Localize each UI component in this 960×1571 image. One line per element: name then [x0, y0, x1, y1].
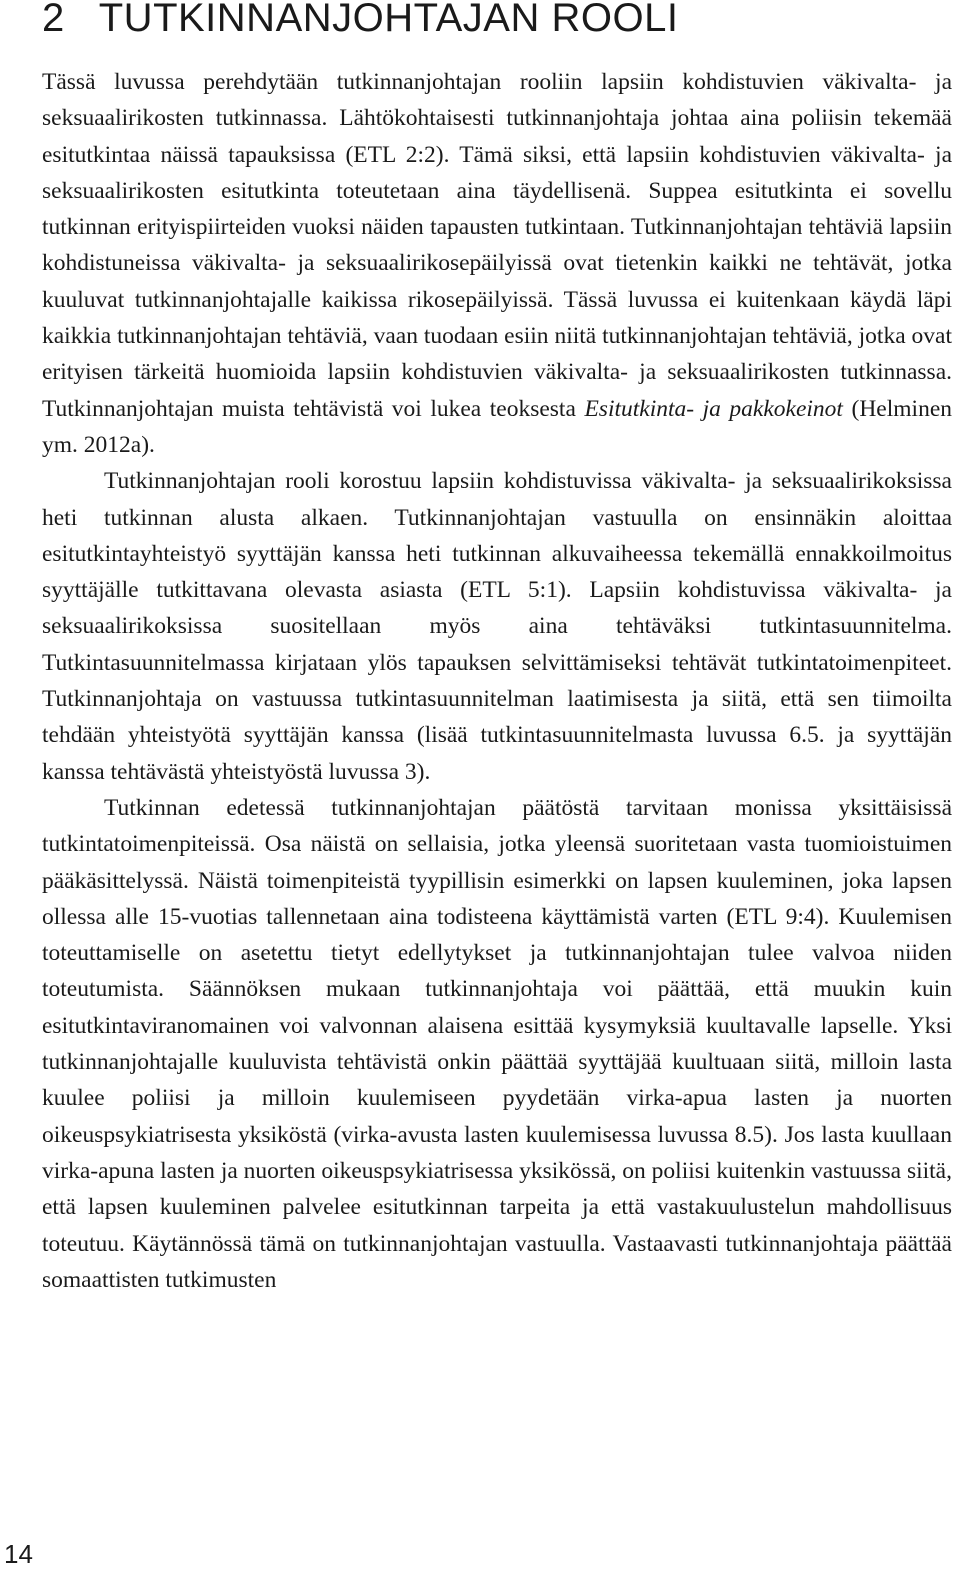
- chapter-title: TUTKINNANJOHTAJAN ROOLI: [98, 0, 679, 40]
- chapter-number: 2: [42, 0, 65, 40]
- paragraph-3: Tutkinnan edetessä tutkinnanjohtajan päätöstä tarvitaan monissa yksittäisissä tutkintatoimenpiteissä. Osa näistä on sellaisia, jotka yleensä suoritetaan vasta tuomioistuimen pääkäsittelyssä. Näistä toimenpiteistä tyypillisin esimerkki on lapsen kuuleminen, joka lapsen ollessa alle 15-vuotias tallennetaan aina todisteena käyttämistä varten (ETL 9:4). Kuulemisen toteuttamiselle on asetettu tietyt edellytykset ja tutkinnanjohtajan tulee valvoa niiden toteutumista. Säännöksen mukaan tutkinnanjohtaja voi päättää, että muukin kuin esitutkintaviranomainen voi valvonnan alaisena esittää kysymyksiä kuultavalle lapselle. Yksi tutkinnanjohtajalle kuuluvista tehtävistä onkin päättää syyttäjää kuultuaan siitä, milloin lasta kuulee poliisi ja milloin kuulemiseen pyydetään virka-apua lasten ja nuorten oikeuspsykiatrisesta yksiköstä (virka-avusta lasten kuulemisessa luvussa 8.5). Jos lasta kuullaan virka-apuna lasten ja nuorten oikeuspsykiatrisessa yksikössä, on poliisi kuitenkin vastuussa siitä, että lapsen kuuleminen palvelee esitutkinnan tarpeita ja että vastakuulustelun mahdollisuus toteutuu. Käytännössä tämä on tutkinnanjohtajan vastuulla. Vastaavasti tutkinnanjohtaja päättää somaattisten tutkimusten: [42, 794, 952, 1293]
- body-text: [42, 64, 952, 1298]
- book-title: Esitutkinta- ja pakkokeinot: [584, 395, 843, 422]
- page-number: 14: [4, 1539, 33, 1569]
- paragraph-1-citation: (Helminen ym. 2012a).: [42, 395, 952, 458]
- paragraph-1: [42, 64, 952, 463]
- paragraph-1-text: Tässä luvussa perehdytään tutkinnanjohtajan rooliin lapsiin kohdistuvien väkivalta- ja seksuaalirikosten tutkinnassa. Lähtökohtaisesti tutkinnanjohtaja johtaa aina poliisin tekemää esitutkintaa näissä tapauksissa (ETL 2:2). Tämä siksi, että lapsiin kohdistuvien väkivalta- ja seksuaalirikosten esitutkinta toteutetaan aina täydellisenä. Suppea esitutkinta ei sovellu tutkinnan erityispiirteiden vuoksi näiden tapausten tutkintaan. Tutkinnanjohtajan tehtäviä lapsiin kohdistuneissa väkivalta- ja seksuaalirikosepäilyissä ovat tietenkin kaikki ne tehtävät, jotka kuuluvat tutkinnanjohtajalle kaikissa rikosepäilyissä. Tässä luvussa ei kuitenkaan käydä läpi kaikkia tutkinnanjohtajan tehtäviä, vaan tuodaan esiin niitä tutkinnanjohtajan tehtäviä, jotka ovat erityisen tärkeitä huomioida lapsiin kohdistuvien väkivalta- ja seksuaalirikosten tutkinnassa. Tutkinnanjohtajan muista tehtävistä voi lukea teoksesta: [42, 69, 952, 422]
- chapter-heading: [42, 0, 678, 42]
- paragraph-2: Tutkinnanjohtajan rooli korostuu lapsiin kohdistuvissa väkivalta- ja seksuaalirikoksissa heti tutkinnan alusta alkaen. Tutkinnanjohtajan vastuulla on ensinnäkin aloittaa esitutkintayhteistyö syyttäjän kanssa heti tutkinnan alkuvaiheessa tekemällä ennakkoilmoitus syyttäjälle tutkittavana olevasta asiasta (ETL 5:1). Lapsiin kohdistuvissa väkivalta- ja seksuaalirikoksissa suositellaan myös aina tehtäväksi tutkintasuunnitelma. Tutkintasuunnitelmassa kirjataan ylös tapauksen selvittämiseksi tehtävät tutkintatoimenpiteet. Tutkinnanjohtaja on vastuussa tutkintasuunnitelman laatimisesta ja siitä, että sen tiimoilta tehdään yhteistyötä syyttäjän kanssa (lisää tutkintasuunnitelmasta luvussa 6.5. ja syyttäjän kanssa tehtävästä yhteistyöstä luvussa 3).: [42, 468, 952, 785]
